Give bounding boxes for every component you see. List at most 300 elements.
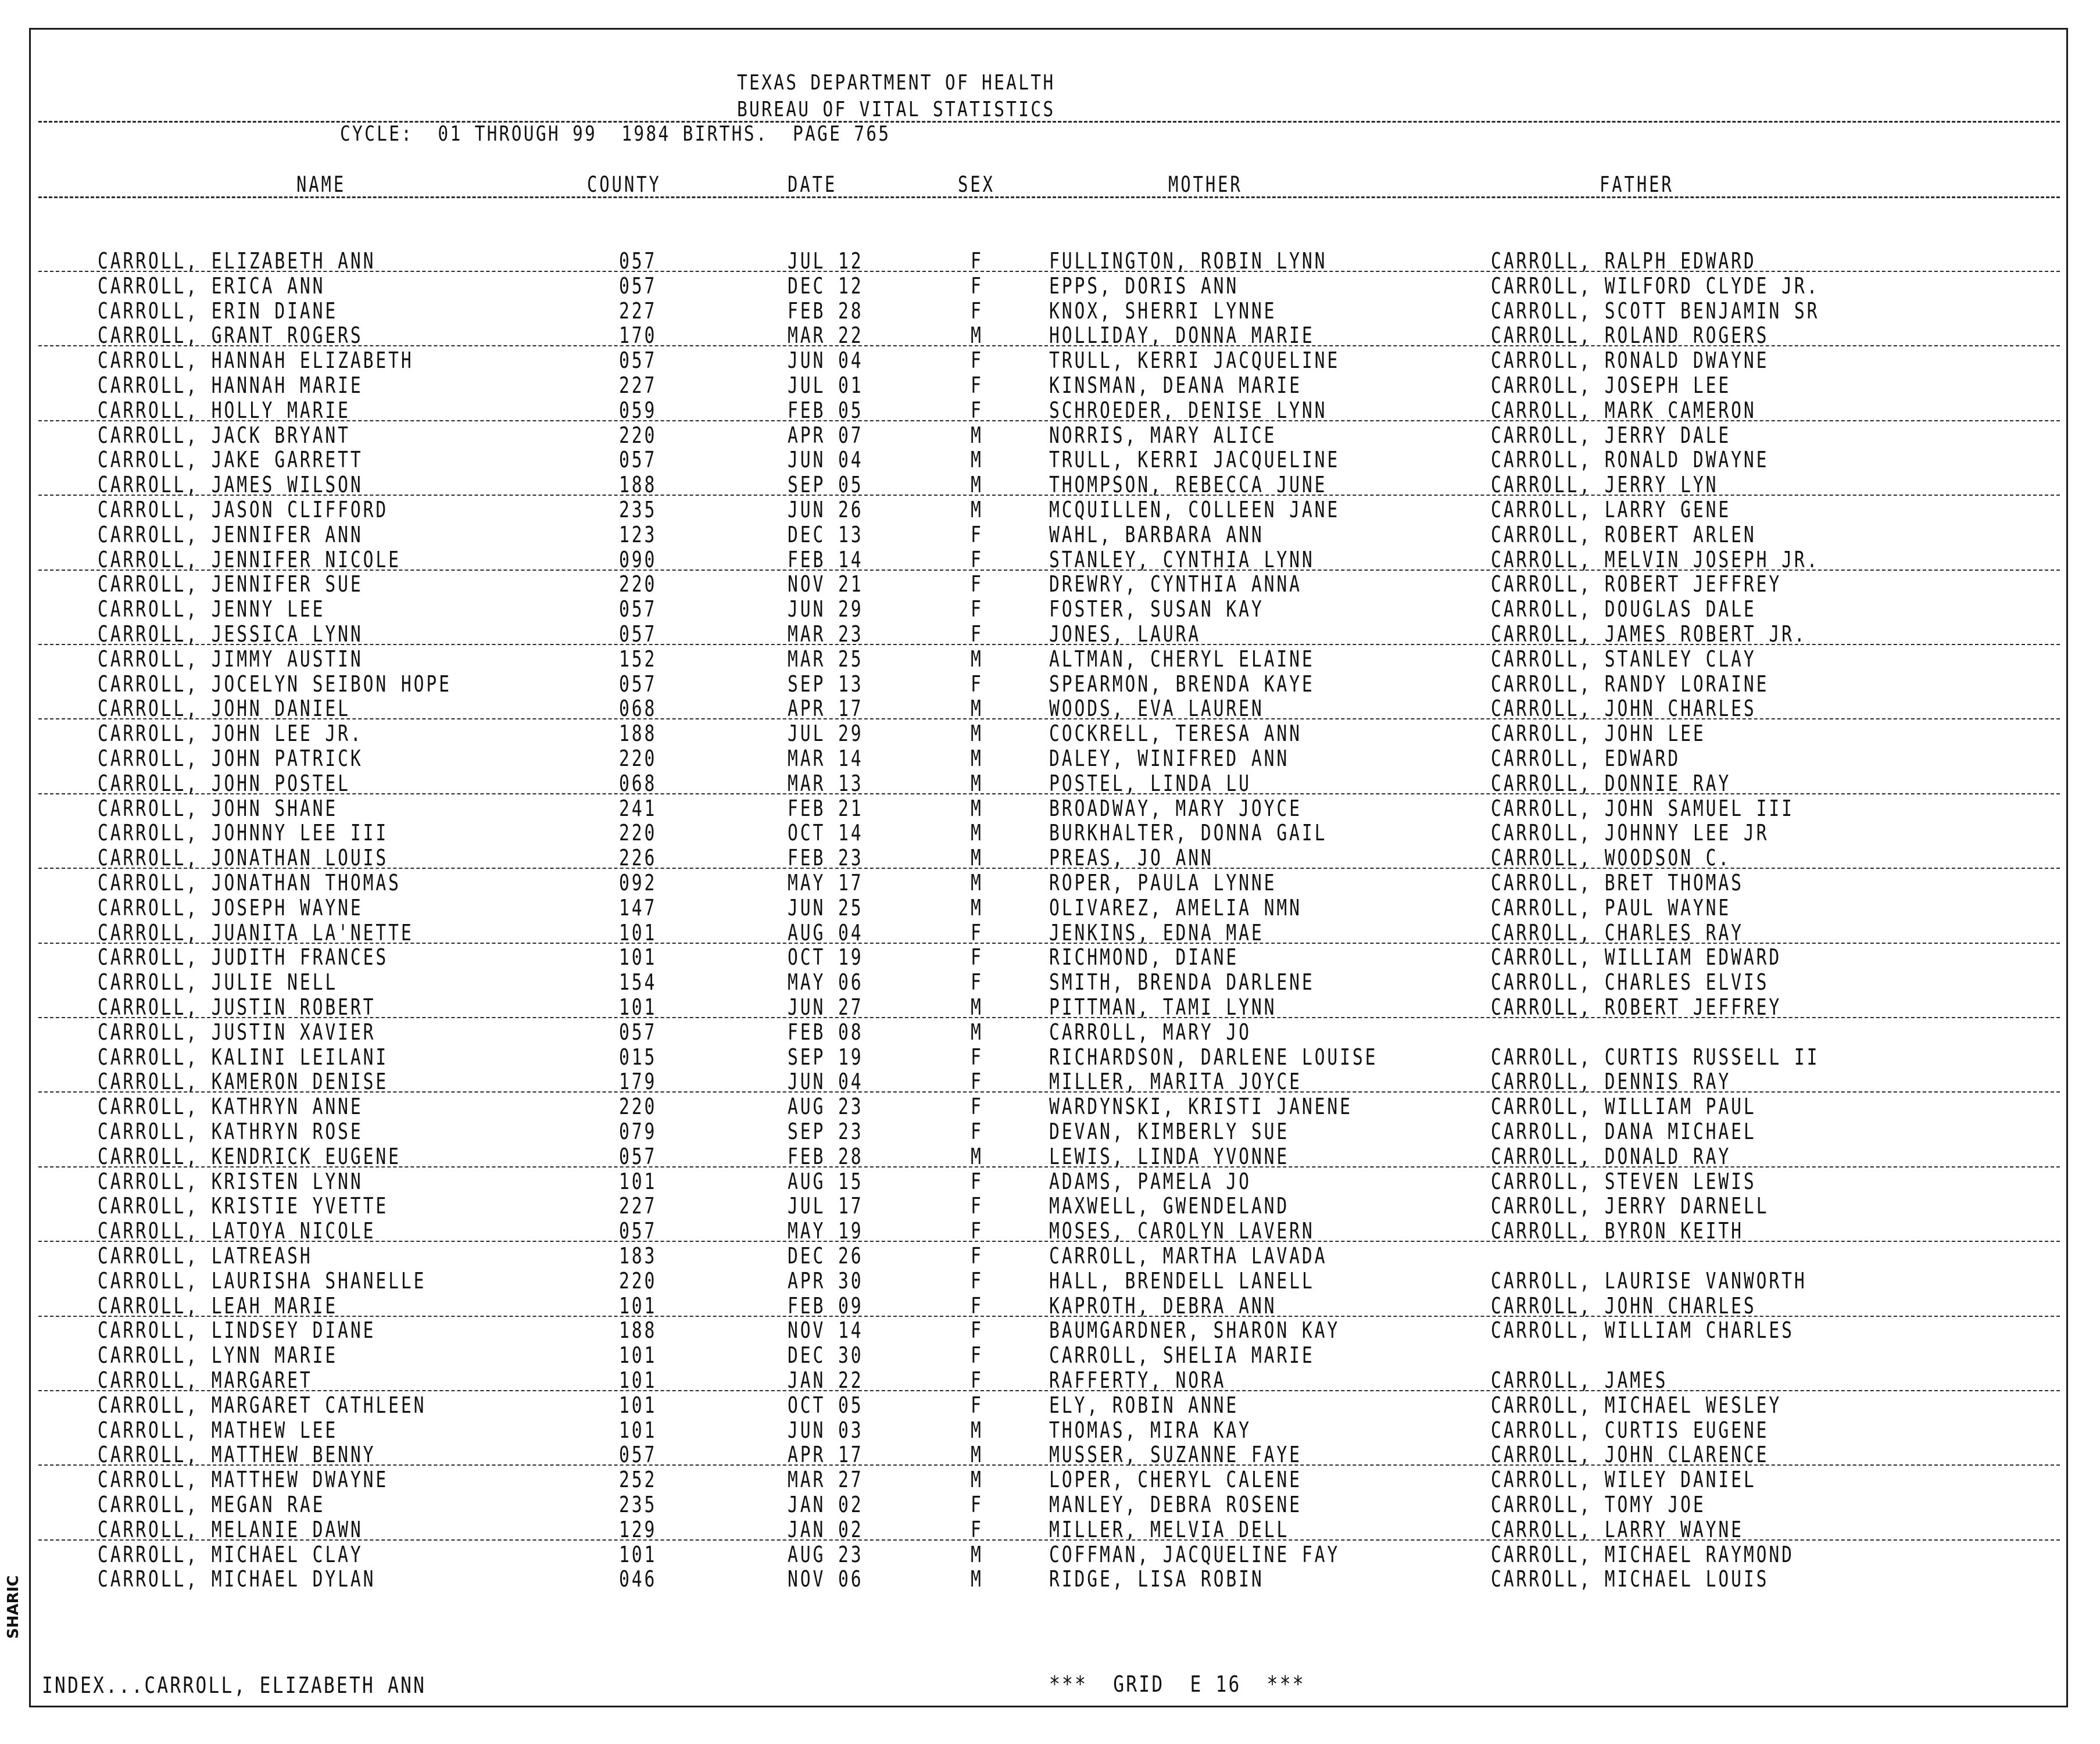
table-row	[0, 249, 2069, 274]
row-group-rule	[38, 1166, 2060, 1168]
table-row	[0, 447, 2069, 472]
record-county: 220	[619, 1094, 657, 1120]
record-sex: M	[971, 447, 983, 473]
row-group-rule	[38, 868, 2060, 869]
record-name: CARROLL, JACK BRYANT	[98, 422, 350, 448]
record-name: CARROLL, JUDITH FRANCES	[98, 944, 389, 971]
row-group-rule	[38, 420, 2060, 421]
record-county: 101	[619, 944, 657, 971]
record-name: CARROLL, KRISTEN LYNN	[98, 1168, 363, 1194]
record-county: 227	[619, 1193, 657, 1219]
row-group-rule	[38, 718, 2060, 719]
record-county: 090	[619, 546, 657, 572]
record-father: CARROLL, WILFORD CLYDE JR.	[1491, 273, 1820, 299]
record-mother: RICHARDSON, DARLENE LOUISE	[1049, 1044, 1378, 1070]
record-date: AUG 04	[788, 919, 864, 946]
record-sex: F	[971, 1119, 983, 1144]
record-sex: M	[971, 1442, 983, 1468]
record-sex: F	[971, 373, 983, 398]
record-name: CARROLL, MICHAEL DYLAN	[98, 1566, 376, 1592]
record-date: AUG 15	[788, 1168, 864, 1194]
record-sex: M	[971, 994, 983, 1020]
record-date: MAR 22	[788, 323, 864, 349]
record-sex: M	[971, 1541, 983, 1567]
table-row	[0, 1294, 2069, 1319]
record-mother: DEVAN, KIMBERLY SUE	[1049, 1119, 1290, 1144]
record-date: FEB 09	[788, 1292, 864, 1319]
record-father: CARROLL, STANLEY CLAY	[1491, 646, 1756, 672]
record-sex: F	[971, 348, 983, 374]
record-mother: SMITH, BRENDA DARLENE	[1049, 969, 1315, 995]
table-row	[0, 896, 2069, 921]
record-sex: F	[971, 1516, 983, 1542]
record-county: 170	[619, 323, 657, 349]
record-name: CARROLL, LYNN MARIE	[98, 1342, 338, 1369]
record-father: CARROLL, LARRY GENE	[1491, 497, 1731, 522]
record-county: 057	[619, 1143, 657, 1169]
table-row	[0, 522, 2069, 547]
record-mother: BROADWAY, MARY JOYCE	[1049, 795, 1302, 821]
record-name: CARROLL, JUSTIN ROBERT	[98, 994, 376, 1020]
record-date: DEC 26	[788, 1243, 864, 1269]
record-father: CARROLL, RONALD DWAYNE	[1491, 348, 1769, 374]
row-group-rule	[38, 1091, 2060, 1093]
record-county: 179	[619, 1069, 657, 1095]
record-date: FEB 23	[788, 845, 864, 871]
table-row	[0, 1094, 2069, 1119]
record-sex: F	[971, 546, 983, 572]
record-sex: F	[971, 1492, 983, 1517]
record-county: 227	[619, 373, 657, 398]
table-row	[0, 622, 2069, 647]
record-date: SEP 05	[788, 472, 864, 498]
record-date: OCT 19	[788, 944, 864, 971]
record-date: JUN 27	[788, 994, 864, 1020]
record-mother: COFFMAN, JACQUELINE FAY	[1049, 1541, 1340, 1567]
record-father: CARROLL, JAMES	[1491, 1367, 1668, 1393]
record-father: CARROLL, BYRON KEITH	[1491, 1218, 1744, 1244]
record-father: CARROLL, EDWARD	[1491, 746, 1681, 771]
record-mother: STANLEY, CYNTHIA LYNN	[1049, 546, 1315, 572]
record-county: 068	[619, 696, 657, 722]
record-name: CARROLL, JAMES WILSON	[98, 472, 363, 498]
record-county: 101	[619, 1168, 657, 1194]
record-father: CARROLL, JOHN CHARLES	[1491, 696, 1756, 722]
record-county: 188	[619, 721, 657, 747]
record-county: 220	[619, 571, 657, 597]
record-date: APR 17	[788, 696, 864, 722]
record-father: CARROLL, RALPH EDWARD	[1491, 248, 1756, 274]
record-date: JUL 12	[788, 248, 864, 274]
table-row	[0, 1343, 2069, 1368]
record-date: JAN 02	[788, 1492, 864, 1517]
record-name: CARROLL, MEGAN RAE	[98, 1492, 325, 1517]
record-date: MAR 25	[788, 646, 864, 672]
record-mother: CARROLL, SHELIA MARIE	[1049, 1342, 1315, 1369]
record-mother: LOPER, CHERYL CALENE	[1049, 1467, 1302, 1493]
record-mother: KAPROTH, DEBRA ANN	[1049, 1292, 1277, 1319]
record-date: FEB 05	[788, 397, 864, 423]
record-mother: WAHL, BARBARA ANN	[1049, 521, 1264, 547]
record-name: CARROLL, MARGARET CATHLEEN	[98, 1392, 427, 1418]
table-row	[0, 871, 2069, 896]
table-row	[0, 398, 2069, 423]
record-name: CARROLL, MARGARET	[98, 1367, 313, 1393]
table-row	[0, 1442, 2069, 1467]
row-group-rule	[38, 1017, 2060, 1018]
record-county: 101	[619, 1541, 657, 1567]
record-date: AUG 23	[788, 1541, 864, 1567]
record-mother: RICHMOND, DIANE	[1049, 944, 1239, 971]
table-row	[0, 846, 2069, 871]
record-father: CARROLL, DOUGLAS DALE	[1491, 596, 1756, 622]
row-group-rule	[38, 495, 2060, 496]
record-date: MAR 27	[788, 1467, 864, 1493]
table-row	[0, 1517, 2069, 1542]
record-sex: M	[971, 845, 983, 871]
record-date: NOV 06	[788, 1566, 864, 1592]
record-county: 188	[619, 472, 657, 498]
record-father: CARROLL, PAUL WAYNE	[1491, 894, 1731, 921]
row-group-rule	[38, 644, 2060, 645]
record-father: CARROLL, LARRY WAYNE	[1491, 1516, 1744, 1542]
record-name: CARROLL, JOHN LEE JR.	[98, 721, 363, 747]
record-name: CARROLL, KAMERON DENISE	[98, 1069, 389, 1095]
record-mother: MILLER, MARITA JOYCE	[1049, 1069, 1302, 1095]
record-mother: THOMAS, MIRA KAY	[1049, 1417, 1251, 1443]
record-father: CARROLL, CURTIS RUSSELL II	[1491, 1044, 1820, 1070]
table-row	[0, 771, 2069, 796]
record-name: CARROLL, HANNAH MARIE	[98, 373, 363, 398]
record-county: 183	[619, 1243, 657, 1269]
record-mother: DALEY, WINIFRED ANN	[1049, 746, 1290, 771]
record-father: CARROLL, RONALD DWAYNE	[1491, 447, 1769, 473]
index-footer: INDEX...CARROLL, ELIZABETH ANN	[42, 1673, 427, 1698]
record-father: CARROLL, JERRY DARNELL	[1491, 1193, 1769, 1219]
table-row	[0, 1169, 2069, 1194]
record-sex: F	[971, 1392, 983, 1418]
record-sex: M	[971, 795, 983, 821]
record-date: JAN 22	[788, 1367, 864, 1393]
record-name: CARROLL, JIMMY AUSTIN	[98, 646, 363, 672]
record-sex: F	[971, 1193, 983, 1219]
table-row	[0, 1567, 2069, 1592]
record-county: 220	[619, 1267, 657, 1294]
record-father: CARROLL, DANA MICHAEL	[1491, 1119, 1756, 1144]
record-sex: F	[971, 521, 983, 547]
record-date: SEP 23	[788, 1119, 864, 1144]
table-row	[0, 1045, 2069, 1070]
record-father: CARROLL, RANDY LORAINE	[1491, 671, 1769, 697]
record-sex: F	[971, 919, 983, 946]
record-date: JUL 01	[788, 373, 864, 398]
record-name: CARROLL, KRISTIE YVETTE	[98, 1193, 389, 1219]
record-mother: JENKINS, EDNA MAE	[1049, 919, 1264, 946]
record-date: JUN 25	[788, 894, 864, 921]
column-header-father: FATHER	[1600, 172, 1674, 197]
record-county: 101	[619, 919, 657, 946]
record-county: 101	[619, 994, 657, 1020]
record-name: CARROLL, JOHN DANIEL	[98, 696, 350, 722]
record-sex: F	[971, 571, 983, 597]
table-row	[0, 572, 2069, 597]
record-sex: F	[971, 273, 983, 299]
record-date: MAR 14	[788, 746, 864, 771]
record-name: CARROLL, MATTHEW BENNY	[98, 1442, 376, 1468]
record-mother: SPEARMON, BRENDA KAYE	[1049, 671, 1315, 697]
record-mother: CARROLL, MARY JO	[1049, 1019, 1251, 1045]
record-father: CARROLL, WILLIAM EDWARD	[1491, 944, 1782, 971]
record-date: JUN 29	[788, 596, 864, 622]
record-mother: ELY, ROBIN ANNE	[1049, 1392, 1239, 1418]
record-date: JAN 02	[788, 1516, 864, 1542]
record-name: CARROLL, JENNIFER SUE	[98, 571, 363, 597]
table-row	[0, 821, 2069, 846]
record-name: CARROLL, JONATHAN THOMAS	[98, 870, 401, 896]
record-date: FEB 14	[788, 546, 864, 572]
record-sex: M	[971, 721, 983, 747]
record-mother: RIDGE, LISA ROBIN	[1049, 1566, 1264, 1592]
record-name: CARROLL, LATOYA NICOLE	[98, 1218, 376, 1244]
record-county: 101	[619, 1342, 657, 1369]
record-county: 015	[619, 1044, 657, 1070]
record-mother: PREAS, JO ANN	[1049, 845, 1214, 871]
record-name: CARROLL, ERIN DIANE	[98, 298, 338, 324]
cycle-line: CYCLE: 01 THROUGH 99 1984 BIRTHS. PAGE 765	[340, 122, 891, 146]
record-father: CARROLL, CHARLES RAY	[1491, 919, 1744, 946]
record-father: CARROLL, MELVIN JOSEPH JR.	[1491, 546, 1820, 572]
record-sex: M	[971, 422, 983, 448]
record-county: 220	[619, 422, 657, 448]
margin-mark: SHARIC	[5, 1575, 22, 1639]
record-county: 057	[619, 671, 657, 697]
record-name: CARROLL, JULIE NELL	[98, 969, 338, 995]
record-sex: F	[971, 248, 983, 274]
record-name: CARROLL, JOHN POSTEL	[98, 770, 350, 796]
column-header-mother: MOTHER	[1168, 172, 1243, 197]
record-mother: BAUMGARDNER, SHARON KAY	[1049, 1317, 1340, 1344]
record-name: CARROLL, JOHN SHANE	[98, 795, 338, 821]
record-date: JUN 03	[788, 1417, 864, 1443]
record-mother: DREWRY, CYNTHIA ANNA	[1049, 571, 1302, 597]
record-sex: F	[971, 1218, 983, 1244]
record-father: CARROLL, DENNIS RAY	[1491, 1069, 1731, 1095]
record-date: DEC 13	[788, 521, 864, 547]
record-sex: F	[971, 1094, 983, 1120]
column-header-sex: SEX	[958, 172, 995, 197]
record-county: 046	[619, 1566, 657, 1592]
record-name: CARROLL, GRANT ROGERS	[98, 323, 363, 349]
table-row	[0, 1368, 2069, 1393]
record-father: CARROLL, WOODSON C.	[1491, 845, 1731, 871]
record-father: CARROLL, SCOTT BENJAMIN SR	[1491, 298, 1820, 324]
record-county: 227	[619, 298, 657, 324]
record-mother: TRULL, KERRI JACQUELINE	[1049, 447, 1340, 473]
record-date: APR 30	[788, 1267, 864, 1294]
agency-title: TEXAS DEPARTMENT OF HEALTH	[737, 71, 1056, 95]
record-father: CARROLL, CURTIS EUGENE	[1491, 1417, 1769, 1443]
record-name: CARROLL, JAKE GARRETT	[98, 447, 363, 473]
record-sex: M	[971, 1566, 983, 1592]
record-sex: M	[971, 497, 983, 522]
record-date: JUL 29	[788, 721, 864, 747]
record-father: CARROLL, WILLIAM CHARLES	[1491, 1317, 1794, 1344]
record-sex: M	[971, 870, 983, 896]
table-row	[0, 1069, 2069, 1094]
record-sex: F	[971, 596, 983, 622]
record-name: CARROLL, JENNIFER NICOLE	[98, 546, 401, 572]
record-sex: F	[971, 1292, 983, 1319]
record-mother: LEWIS, LINDA YVONNE	[1049, 1143, 1290, 1169]
record-county: 154	[619, 969, 657, 995]
record-father: CARROLL, TOMY JOE	[1491, 1492, 1706, 1517]
record-county: 101	[619, 1367, 657, 1393]
record-father: CARROLL, JOHNNY LEE JR	[1491, 820, 1769, 846]
table-row	[0, 1393, 2069, 1418]
row-group-rule	[38, 1539, 2060, 1541]
record-mother: HOLLIDAY, DONNA MARIE	[1049, 323, 1315, 349]
table-row	[0, 497, 2069, 522]
table-row	[0, 647, 2069, 672]
record-date: DEC 12	[788, 273, 864, 299]
row-group-rule	[38, 1390, 2060, 1391]
record-sex: F	[971, 1044, 983, 1070]
row-group-rule	[38, 570, 2060, 571]
record-name: CARROLL, JASON CLIFFORD	[98, 497, 389, 522]
record-mother: KNOX, SHERRI LYNNE	[1049, 298, 1277, 324]
record-mother: SCHROEDER, DENISE LYNN	[1049, 397, 1328, 423]
record-county: 147	[619, 894, 657, 921]
record-county: 101	[619, 1392, 657, 1418]
record-name: CARROLL, LATREASH	[98, 1243, 313, 1269]
table-row	[0, 945, 2069, 970]
record-sex: F	[971, 944, 983, 971]
record-county: 057	[619, 447, 657, 473]
record-date: SEP 19	[788, 1044, 864, 1070]
table-row	[0, 323, 2069, 348]
record-mother: NORRIS, MARY ALICE	[1049, 422, 1277, 448]
record-county: 057	[619, 1218, 657, 1244]
record-name: CARROLL, MATTHEW DWAYNE	[98, 1467, 389, 1493]
record-father: CARROLL, DONNIE RAY	[1491, 770, 1731, 796]
record-sex: F	[971, 1069, 983, 1095]
record-father: CARROLL, LAURISE VANWORTH	[1491, 1267, 1807, 1294]
record-county: 059	[619, 397, 657, 423]
record-sex: M	[971, 770, 983, 796]
table-row	[0, 299, 2069, 324]
record-father: CARROLL, JERRY LYN	[1491, 472, 1719, 498]
record-mother: MUSSER, SUZANNE FAYE	[1049, 1442, 1302, 1468]
row-group-rule	[38, 943, 2060, 944]
record-mother: HALL, BRENDELL LANELL	[1049, 1267, 1315, 1294]
table-row	[0, 796, 2069, 821]
record-sex: F	[971, 1267, 983, 1294]
record-father: CARROLL, ROBERT ARLEN	[1491, 521, 1756, 547]
record-sex: M	[971, 1143, 983, 1169]
table-row	[0, 1418, 2069, 1443]
record-mother: EPPS, DORIS ANN	[1049, 273, 1239, 299]
record-name: CARROLL, MATHEW LEE	[98, 1417, 338, 1443]
table-row	[0, 1492, 2069, 1517]
record-father: CARROLL, MARK CAMERON	[1491, 397, 1756, 423]
record-county: 123	[619, 521, 657, 547]
record-father: CARROLL, JOHN SAMUEL III	[1491, 795, 1794, 821]
record-date: NOV 21	[788, 571, 864, 597]
table-row	[0, 1244, 2069, 1269]
record-name: CARROLL, KATHRYN ROSE	[98, 1119, 363, 1144]
record-name: CARROLL, JOHN PATRICK	[98, 746, 363, 771]
record-sex: M	[971, 323, 983, 349]
table-row	[0, 597, 2069, 622]
table-row	[0, 1144, 2069, 1169]
record-sex: M	[971, 1019, 983, 1045]
record-mother: WARDYNSKI, KRISTI JANENE	[1049, 1094, 1353, 1120]
record-sex: M	[971, 696, 983, 722]
record-sex: F	[971, 621, 983, 647]
record-county: 235	[619, 1492, 657, 1517]
record-father: CARROLL, JOHN CHARLES	[1491, 1292, 1756, 1319]
record-county: 226	[619, 845, 657, 871]
record-sex: F	[971, 1243, 983, 1269]
record-date: SEP 13	[788, 671, 864, 697]
record-name: CARROLL, JOCELYN SEIBON HOPE	[98, 671, 452, 697]
record-date: DEC 30	[788, 1342, 864, 1369]
record-date: MAR 23	[788, 621, 864, 647]
record-sex: F	[971, 1367, 983, 1393]
record-county: 252	[619, 1467, 657, 1493]
record-mother: MOSES, CAROLYN LAVERN	[1049, 1218, 1315, 1244]
row-group-rule	[38, 793, 2060, 794]
record-father: CARROLL, STEVEN LEWIS	[1491, 1168, 1756, 1194]
record-county: 241	[619, 795, 657, 821]
row-group-rule	[38, 1241, 2060, 1242]
record-name: CARROLL, LEAH MARIE	[98, 1292, 338, 1319]
record-county: 235	[619, 497, 657, 522]
record-name: CARROLL, JUANITA LA'NETTE	[98, 919, 414, 946]
record-mother: MANLEY, DEBRA ROSENE	[1049, 1492, 1302, 1517]
record-father: CARROLL, MICHAEL LOUIS	[1491, 1566, 1769, 1592]
record-mother: RAFFERTY, NORA	[1049, 1367, 1226, 1393]
record-date: APR 17	[788, 1442, 864, 1468]
record-mother: BURKHALTER, DONNA GAIL	[1049, 820, 1328, 846]
record-date: APR 07	[788, 422, 864, 448]
record-sex: M	[971, 1467, 983, 1493]
record-father: CARROLL, JOSEPH LEE	[1491, 373, 1731, 398]
record-father: CARROLL, ROBERT JEFFREY	[1491, 994, 1782, 1020]
record-name: CARROLL, JUSTIN XAVIER	[98, 1019, 376, 1045]
record-sex: F	[971, 671, 983, 697]
record-county: 057	[619, 348, 657, 374]
record-father: CARROLL, JOHN LEE	[1491, 721, 1706, 747]
record-father: CARROLL, JOHN CLARENCE	[1491, 1442, 1769, 1468]
record-county: 057	[619, 1442, 657, 1468]
record-name: CARROLL, HANNAH ELIZABETH	[98, 348, 414, 374]
table-row	[0, 921, 2069, 946]
record-mother: ADAMS, PAMELA JO	[1049, 1168, 1251, 1194]
record-name: CARROLL, KENDRICK EUGENE	[98, 1143, 401, 1169]
record-mother: ALTMAN, CHERYL ELAINE	[1049, 646, 1315, 672]
header-rule-bottom	[38, 196, 2060, 198]
record-sex: F	[971, 969, 983, 995]
record-county: 092	[619, 870, 657, 896]
record-father: CARROLL, MICHAEL RAYMOND	[1491, 1541, 1794, 1567]
record-mother: POSTEL, LINDA LU	[1049, 770, 1251, 796]
record-sex: F	[971, 397, 983, 423]
record-mother: WOODS, EVA LAUREN	[1049, 696, 1264, 722]
record-name: CARROLL, ELIZABETH ANN	[98, 248, 376, 274]
record-father: CARROLL, WILEY DANIEL	[1491, 1467, 1756, 1493]
record-county: 068	[619, 770, 657, 796]
